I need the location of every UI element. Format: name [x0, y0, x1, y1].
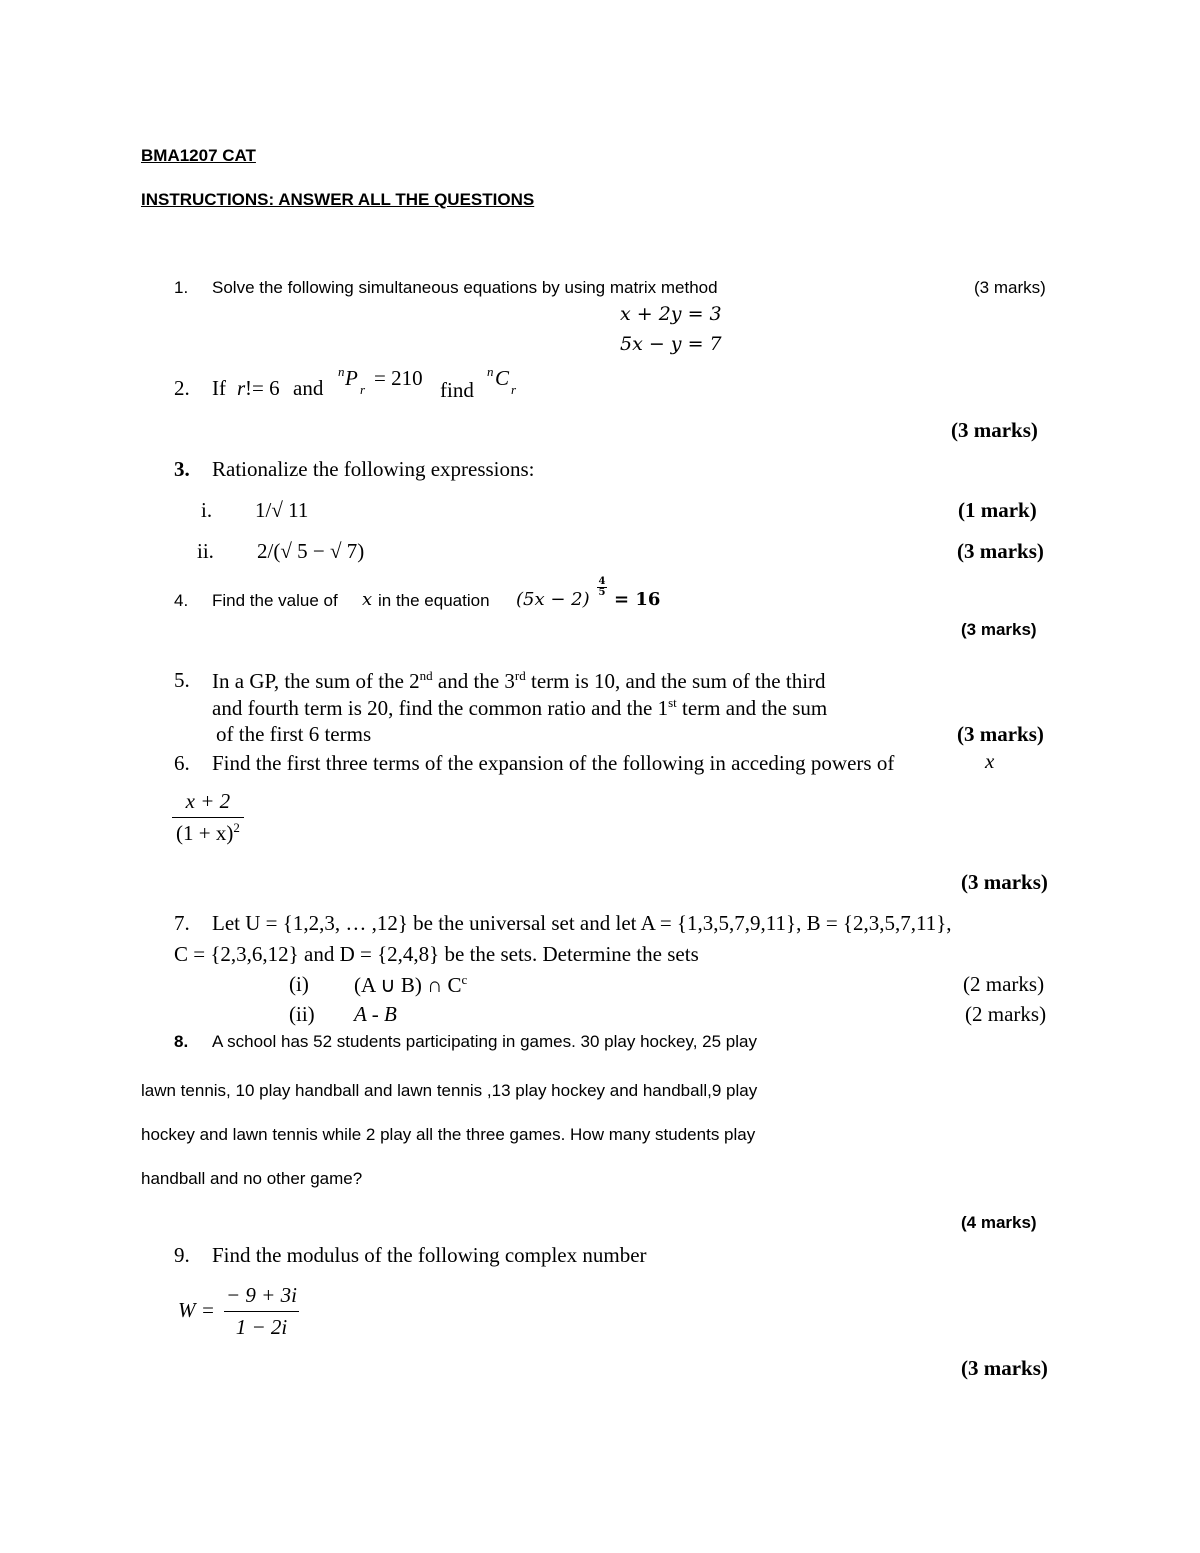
q2-marks: (3 marks): [951, 418, 1038, 442]
q8-line-2: lawn tennis, 10 play handball and lawn tennis ,13 play hockey and handball,9 play: [141, 1081, 758, 1100]
q5-line-1-b: and the 3: [432, 669, 515, 693]
q7-line-1: Let U = {1,2,3, … ,12} be the universal set and let A = {1,3,5,7,9,11}, B = {2,3,5,7,11},: [212, 911, 952, 935]
q8-line-3: hockey and lawn tennis while 2 play all the three games. How many students play: [141, 1125, 756, 1144]
q2-find: find: [440, 378, 474, 402]
q9-text: Find the modulus of the following complex number: [212, 1243, 647, 1267]
q2-r-subscript-1: r: [360, 382, 366, 397]
q6-denominator-base: (1 + x): [176, 821, 234, 845]
q4-marks: (3 marks): [961, 620, 1037, 639]
q4-number: 4.: [174, 591, 189, 610]
q4-rhs: = 16: [614, 589, 661, 610]
q6-denominator: [172, 817, 244, 846]
q9-number: 9.: [174, 1243, 190, 1267]
q2-r-subscript-2: r: [511, 382, 517, 397]
q6-marks: (3 marks): [961, 870, 1048, 894]
q1-marks: (3 marks): [974, 278, 1046, 297]
q6-fraction-body: [172, 789, 244, 846]
q4-exponent: [597, 577, 607, 598]
q9-lhs: W =: [178, 1298, 215, 1322]
q2-factorial: != 6: [245, 376, 280, 400]
q8-number: 8.: [174, 1032, 189, 1051]
q7-i-complement: c: [461, 972, 468, 987]
q4-text-2: in the equation: [378, 591, 490, 610]
q4-text: Find the value of: [212, 591, 338, 610]
q6-denominator-exponent: 2: [233, 820, 240, 835]
q5-line-1: [212, 668, 826, 694]
q5-line-3: of the first 6 terms: [216, 722, 372, 746]
q7-ii-label: (ii): [289, 1002, 315, 1026]
q5-sup-st: st: [668, 695, 677, 710]
q7-i-marks: (2 marks): [963, 972, 1045, 996]
q8-marks: (4 marks): [961, 1213, 1037, 1232]
q1-equation-2: 5x − y = 7: [620, 333, 722, 355]
q2-C: C: [495, 366, 510, 390]
q5-line-1-a: In a GP, the sum of the 2: [212, 669, 420, 693]
q1-number: 1.: [174, 278, 189, 297]
q4-x: x: [362, 589, 373, 610]
q7-line-2: C = {2,3,6,12} and D = {2,4,8} be the sets. Determine the sets: [174, 942, 699, 966]
q2-if: If: [212, 376, 226, 400]
q5-marks: (3 marks): [957, 722, 1044, 746]
q8-line-1: A school has 52 students participating in games. 30 play hockey, 25 play: [212, 1032, 757, 1051]
q6-numerator: x + 2: [185, 789, 231, 813]
q2-r: r: [237, 376, 246, 400]
q1-equation-1: x + 2y = 3: [620, 303, 722, 325]
q7-i-label: (i): [289, 972, 309, 996]
q5-line-2-a: and fourth term is 20, find the common ratio and the 1: [212, 696, 669, 720]
q5-line-1-c: term is 10, and the sum of the third: [525, 669, 826, 693]
q2-n-superscript-2: n: [487, 364, 494, 379]
q1-text: Solve the following simultaneous equations by using matrix method: [212, 278, 718, 297]
q3-ii-marks: (3 marks): [957, 539, 1044, 563]
q3-ii-label: ii.: [197, 539, 214, 563]
q9-denominator: 1 − 2i: [224, 1311, 299, 1340]
q3-ii-expression: 2/(√ 5 − √ 7): [257, 539, 365, 563]
instructions-heading: INSTRUCTIONS: ANSWER ALL THE QUESTIONS: [141, 190, 535, 209]
q4-base: (5x − 2): [516, 589, 590, 610]
q2-equals-210: = 210: [374, 366, 423, 390]
q2-P: P: [345, 366, 358, 390]
q7-number: 7.: [174, 911, 190, 935]
q6-text: Find the first three terms of the expansion of the following in acceding powers of: [212, 751, 895, 775]
q5-number: 5.: [174, 668, 190, 692]
q4-exponent-numerator: 4: [598, 576, 606, 587]
q6-fraction: [172, 789, 244, 846]
q3-number: 3.: [174, 457, 190, 481]
q2-n-superscript-1: n: [338, 364, 345, 379]
q8-line-4: handball and no other game?: [141, 1169, 363, 1188]
q9-marks: (3 marks): [961, 1356, 1048, 1380]
q3-i-label: i.: [201, 498, 213, 522]
q3-i-expression: 1/√ 11: [255, 498, 309, 522]
q2-number: 2.: [174, 376, 190, 400]
q3-i-marks: (1 mark): [958, 498, 1037, 522]
q9-fraction-body: [224, 1283, 299, 1340]
exam-code: BMA1207 CAT: [141, 146, 256, 165]
q5-line-2-b: term and the sum: [676, 696, 828, 720]
q2-and: and: [293, 376, 324, 400]
q6-number: 6.: [174, 751, 190, 775]
q9-fraction: [224, 1283, 299, 1340]
q3-text: Rationalize the following expressions:: [212, 457, 535, 481]
q5-sup-nd: nd: [419, 668, 433, 683]
q7-i-expr: (A ∪ B) ∩ C: [354, 973, 462, 997]
q9-numerator: − 9 + 3i: [226, 1283, 297, 1307]
q5-sup-rd: rd: [514, 668, 526, 683]
q5-line-2: [212, 695, 827, 721]
q4-exponent-denominator: 5: [598, 587, 606, 598]
q7-ii-marks: (2 marks): [965, 1002, 1047, 1026]
q7-ii-expression: A - B: [354, 1002, 397, 1026]
q7-i-expression: [354, 972, 467, 998]
q6-x: x: [985, 749, 995, 773]
